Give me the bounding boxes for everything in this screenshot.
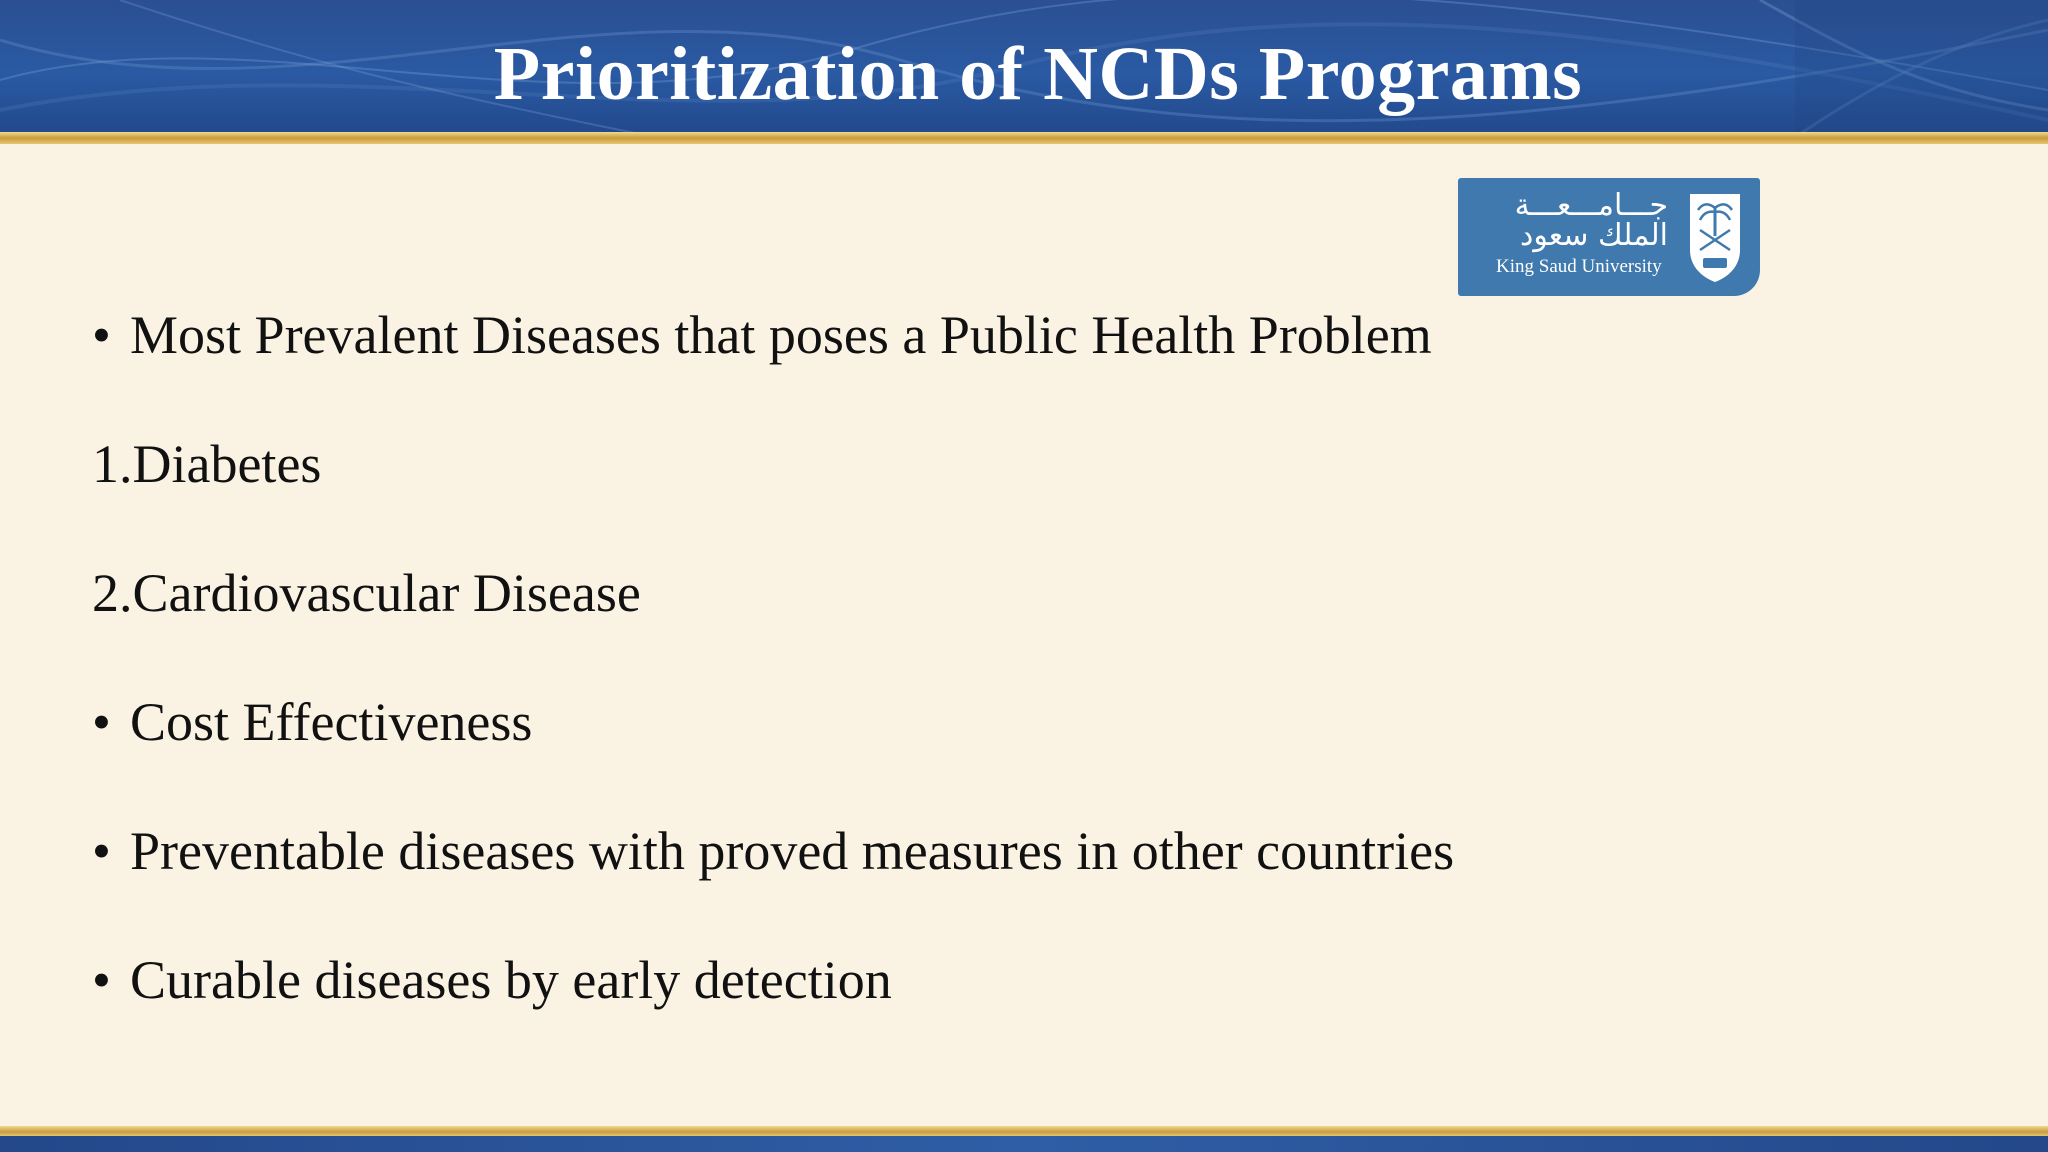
logo-arabic-line-2: الملك سعود xyxy=(1519,218,1668,253)
header-gold-rule xyxy=(0,132,2048,144)
list-item xyxy=(92,300,1432,370)
university-logo xyxy=(1458,178,1760,296)
list-item-text: Most Prevalent Diseases that poses a Public Health Problem xyxy=(130,305,1432,365)
list-item xyxy=(92,945,892,1015)
list-item-text: Diabetes xyxy=(132,434,322,494)
list-marker: • xyxy=(92,821,111,881)
list-item-text: Cost Effectiveness xyxy=(130,692,533,752)
list-item-text: Preventable diseases with proved measures in other countries xyxy=(130,821,1455,881)
footer-gold-rule xyxy=(0,1126,2048,1136)
logo-english-name: King Saud University xyxy=(1496,256,1662,277)
list-marker: 2. xyxy=(92,563,133,623)
footer-band xyxy=(0,1136,2048,1152)
list-item xyxy=(92,687,532,757)
list-item-text: Curable diseases by early detection xyxy=(130,950,892,1010)
list-marker: 1. xyxy=(92,434,133,494)
list-item-text: Cardiovascular Disease xyxy=(132,563,641,623)
list-marker: • xyxy=(92,950,111,1010)
list-item xyxy=(92,429,321,499)
list-marker: • xyxy=(92,305,111,365)
slide-title: Prioritization of NCDs Programs xyxy=(493,32,1583,116)
list-marker: • xyxy=(92,692,111,752)
list-item xyxy=(92,816,1454,886)
header-band xyxy=(0,0,2048,134)
logo-arabic-line-1: جـــامـــعـــة xyxy=(1514,188,1668,223)
list-item xyxy=(92,558,641,628)
palm-swords-shield-icon xyxy=(1686,188,1744,284)
